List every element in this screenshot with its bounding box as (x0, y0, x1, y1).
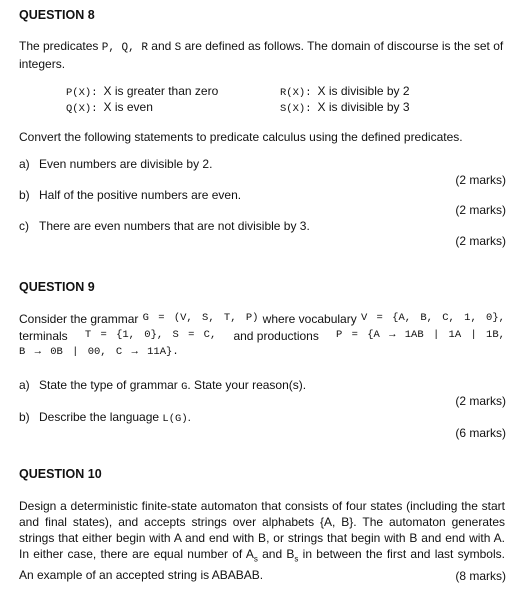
part-text: There are even numbers that are not divisible by 3. (39, 219, 310, 233)
part-label: b) (19, 410, 30, 424)
intro-post: are defined as follows. The domain of discourse is the set of integers. (19, 39, 504, 71)
question-9-part-b (19, 410, 191, 425)
predicate-text: X is divisible by 3 (317, 100, 410, 114)
predicate-code: Q(X): (66, 103, 98, 115)
intro-text: The predicates (19, 39, 102, 53)
predicate-r (280, 84, 410, 99)
predicate-text: X is divisible by 2 (317, 84, 410, 98)
text: Consider the grammar (19, 312, 139, 326)
part-label: c) (19, 219, 29, 233)
part-label: a) (19, 378, 30, 392)
part-code: L(G) (162, 413, 188, 425)
part-text: Half of the positive numbers are even. (39, 188, 242, 202)
marks-8b: (2 marks) (455, 203, 506, 217)
predicate-code: S(X): (280, 103, 312, 115)
marks-8c: (2 marks) (455, 234, 506, 248)
part-text: Describe the language (39, 410, 163, 424)
terminals-def: T = {1, 0}, S = C, (84, 329, 217, 341)
marks-9b: (6 marks) (455, 426, 506, 440)
marks-9a: (2 marks) (455, 394, 506, 408)
text: in between the first and last symbols. An example of an accepted string is ABABAB. (19, 547, 505, 583)
subscript: s (253, 554, 258, 564)
grammar-def: G = (V, S, T, P) (142, 312, 259, 324)
question-9-line-3: B → 0B | 00, C → 11A}. (19, 346, 179, 358)
vocabulary-def: V = {A, B, C, 1, 0}, (360, 312, 505, 324)
question-8-part-b (19, 188, 241, 202)
predicate-code: P(X): (66, 87, 98, 99)
question-8-heading: QUESTION 8 (19, 8, 95, 22)
intro-and: and (147, 39, 175, 53)
part-text: State the type of grammar (39, 378, 182, 392)
predicate-text: X is even (103, 100, 153, 114)
text: terminals (19, 329, 68, 343)
question-8-instruction: Convert the following statements to predicate calculus using the defined predicates. (19, 130, 463, 144)
productions-def: P = {A → 1AB | 1A | 1B, (336, 329, 505, 341)
marks-8a: (2 marks) (455, 173, 506, 187)
part-label: b) (19, 188, 30, 202)
subscript: s (294, 554, 299, 564)
predicate-q (66, 100, 153, 115)
predicate-s (280, 100, 410, 115)
question-10-heading: QUESTION 10 (19, 467, 102, 481)
text: Design a deterministic finite-state automaton that consists of four states (including the start and final states), and accepts strings over alphabets {A, B}. The automaton generates strings that either begin with A and end with B, or strings that begin with B and end with A. In either case, there are equal number of A (19, 499, 505, 561)
part-text: Even numbers are divisible by 2. (39, 157, 213, 171)
part-label: a) (19, 157, 30, 171)
question-8-intro (19, 38, 505, 72)
text: where vocabulary (262, 312, 357, 326)
part-text: . State your reason(s). (187, 378, 307, 392)
intro-predicates: P, Q, R (101, 42, 148, 54)
question-8-part-c (19, 219, 310, 233)
predicate-text: X is greater than zero (103, 84, 219, 98)
predicate-p (66, 84, 218, 99)
text: and productions (233, 329, 319, 343)
marks-10: (8 marks) (455, 569, 506, 583)
question-9-part-a (19, 378, 306, 393)
question-9-heading: QUESTION 9 (19, 280, 95, 294)
part-text: . (187, 410, 191, 424)
question-9-line-1 (19, 312, 505, 326)
part-code: G (181, 381, 188, 393)
intro-s: S (174, 42, 182, 54)
question-9-line-2 (19, 329, 505, 343)
text: and B (257, 547, 295, 561)
question-10-text (19, 498, 505, 583)
question-8-part-a (19, 157, 212, 171)
predicate-code: R(X): (280, 87, 312, 99)
